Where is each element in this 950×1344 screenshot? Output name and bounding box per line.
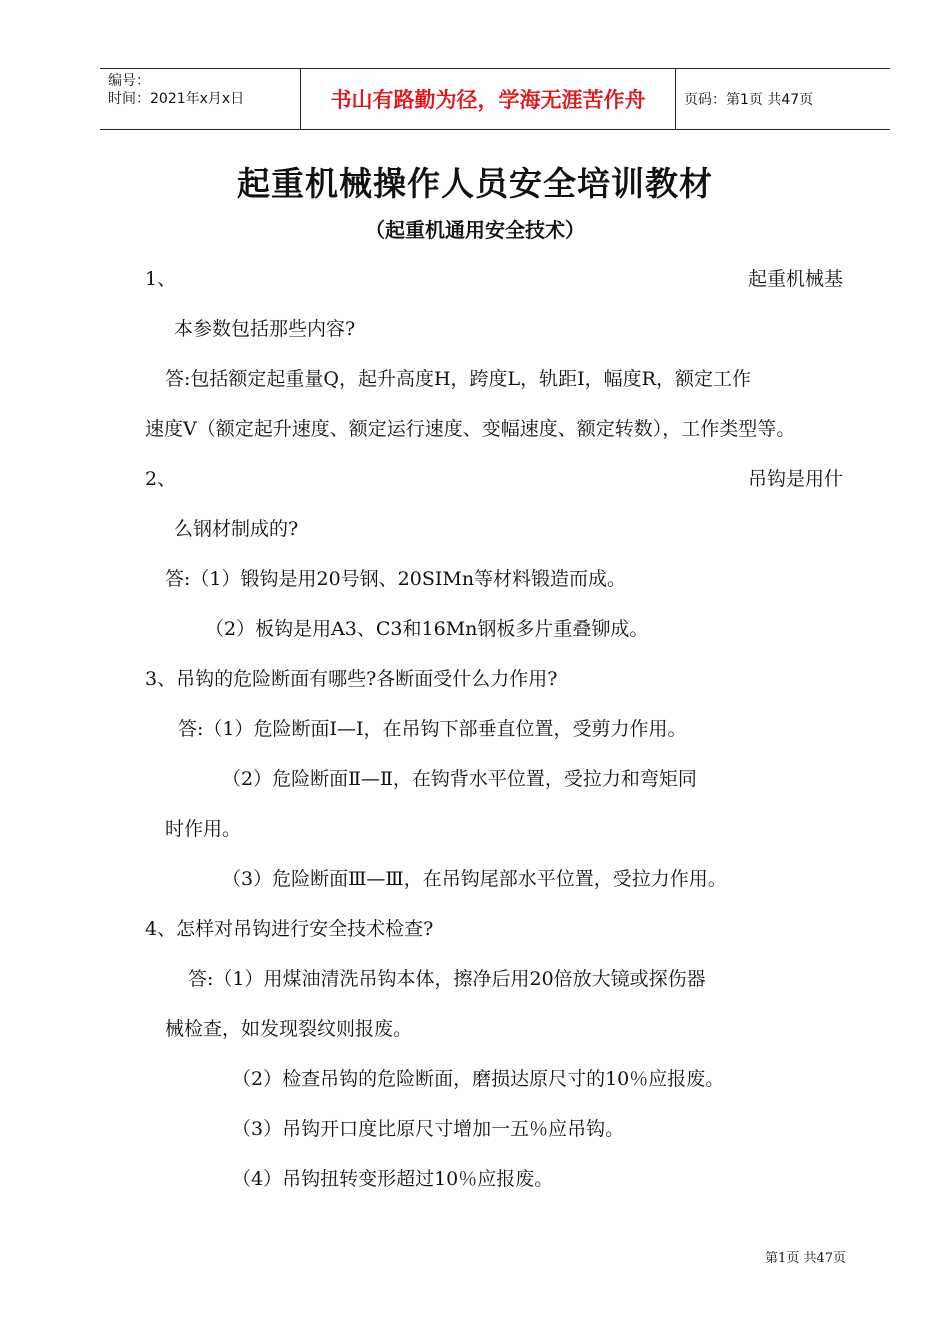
question-text: 4、怎样对吊钩进行安全技术检查? bbox=[145, 918, 434, 940]
time-line: 时间：2021年x月x日 bbox=[108, 91, 245, 107]
question-number: 1、 bbox=[145, 268, 177, 290]
serial-label: 编号： bbox=[108, 73, 150, 89]
answer-text: （2）检查吊钩的危险断面，磨损达原尺寸的10％应报废。 bbox=[232, 1068, 725, 1090]
question-text: 3、吊钩的危险断面有哪些?各断面受什么力作用? bbox=[145, 668, 558, 690]
answer-text: （3）危险断面Ⅲ—Ⅲ，在吊钩尾部水平位置，受拉力作用。 bbox=[222, 868, 727, 890]
answer-text: 速度V（额定起升速度、额定运行速度、变幅速度、额定转数），工作类型等。 bbox=[145, 418, 796, 440]
document-title: 起重机械操作人员安全培训教材 bbox=[237, 164, 713, 203]
question-text: 起重机械基 bbox=[747, 268, 843, 290]
question-number: 2、 bbox=[145, 468, 177, 490]
header-page-info: 页码：第1页 共47页 bbox=[684, 92, 814, 108]
page-footer: 第1页 共47页 bbox=[765, 1251, 846, 1266]
answer-text: 时作用。 bbox=[165, 818, 242, 840]
answer-text: 答:（1）危险断面Ⅰ—Ⅰ，在吊钩下部垂直位置，受剪力作用。 bbox=[178, 718, 687, 740]
question-text: 么钢材制成的? bbox=[174, 518, 299, 540]
answer-text: （3）吊钩开口度比原尺寸增加一五％应吊钩。 bbox=[232, 1118, 625, 1140]
answer-text: 械检查，如发现裂纹则报废。 bbox=[165, 1018, 413, 1040]
header-divider bbox=[300, 69, 301, 129]
header-meta bbox=[100, 69, 308, 132]
answer-text: （2）危险断面Ⅱ—Ⅱ，在钩背水平位置，受拉力和弯矩同 bbox=[222, 768, 697, 790]
answer-text: （4）吊钩扭转变形超过10％应报废。 bbox=[232, 1168, 554, 1190]
answer-text: 答:包括额定起重量Q，起升高度H，跨度L，轨距I，幅度R，额定工作 bbox=[165, 368, 751, 390]
question-text: 本参数包括那些内容? bbox=[174, 318, 356, 340]
header-divider bbox=[675, 69, 676, 129]
page-header bbox=[100, 68, 890, 130]
answer-text: 答:（1）锻钩是用20号钢、20SIMn等材料锻造而成。 bbox=[165, 568, 627, 590]
question-text: 吊钩是用什 bbox=[747, 468, 843, 490]
document-subtitle: （起重机通用安全技术） bbox=[365, 218, 585, 242]
answer-text: （2）板钩是用A3、C3和16Mn钢板多片重叠铆成。 bbox=[205, 618, 649, 640]
header-motto: 书山有路勤为径，学海无涯苦作舟 bbox=[330, 88, 646, 112]
answer-text: 答:（1）用煤油清洗吊钩本体，擦净后用20倍放大镜或探伤器 bbox=[188, 968, 706, 990]
